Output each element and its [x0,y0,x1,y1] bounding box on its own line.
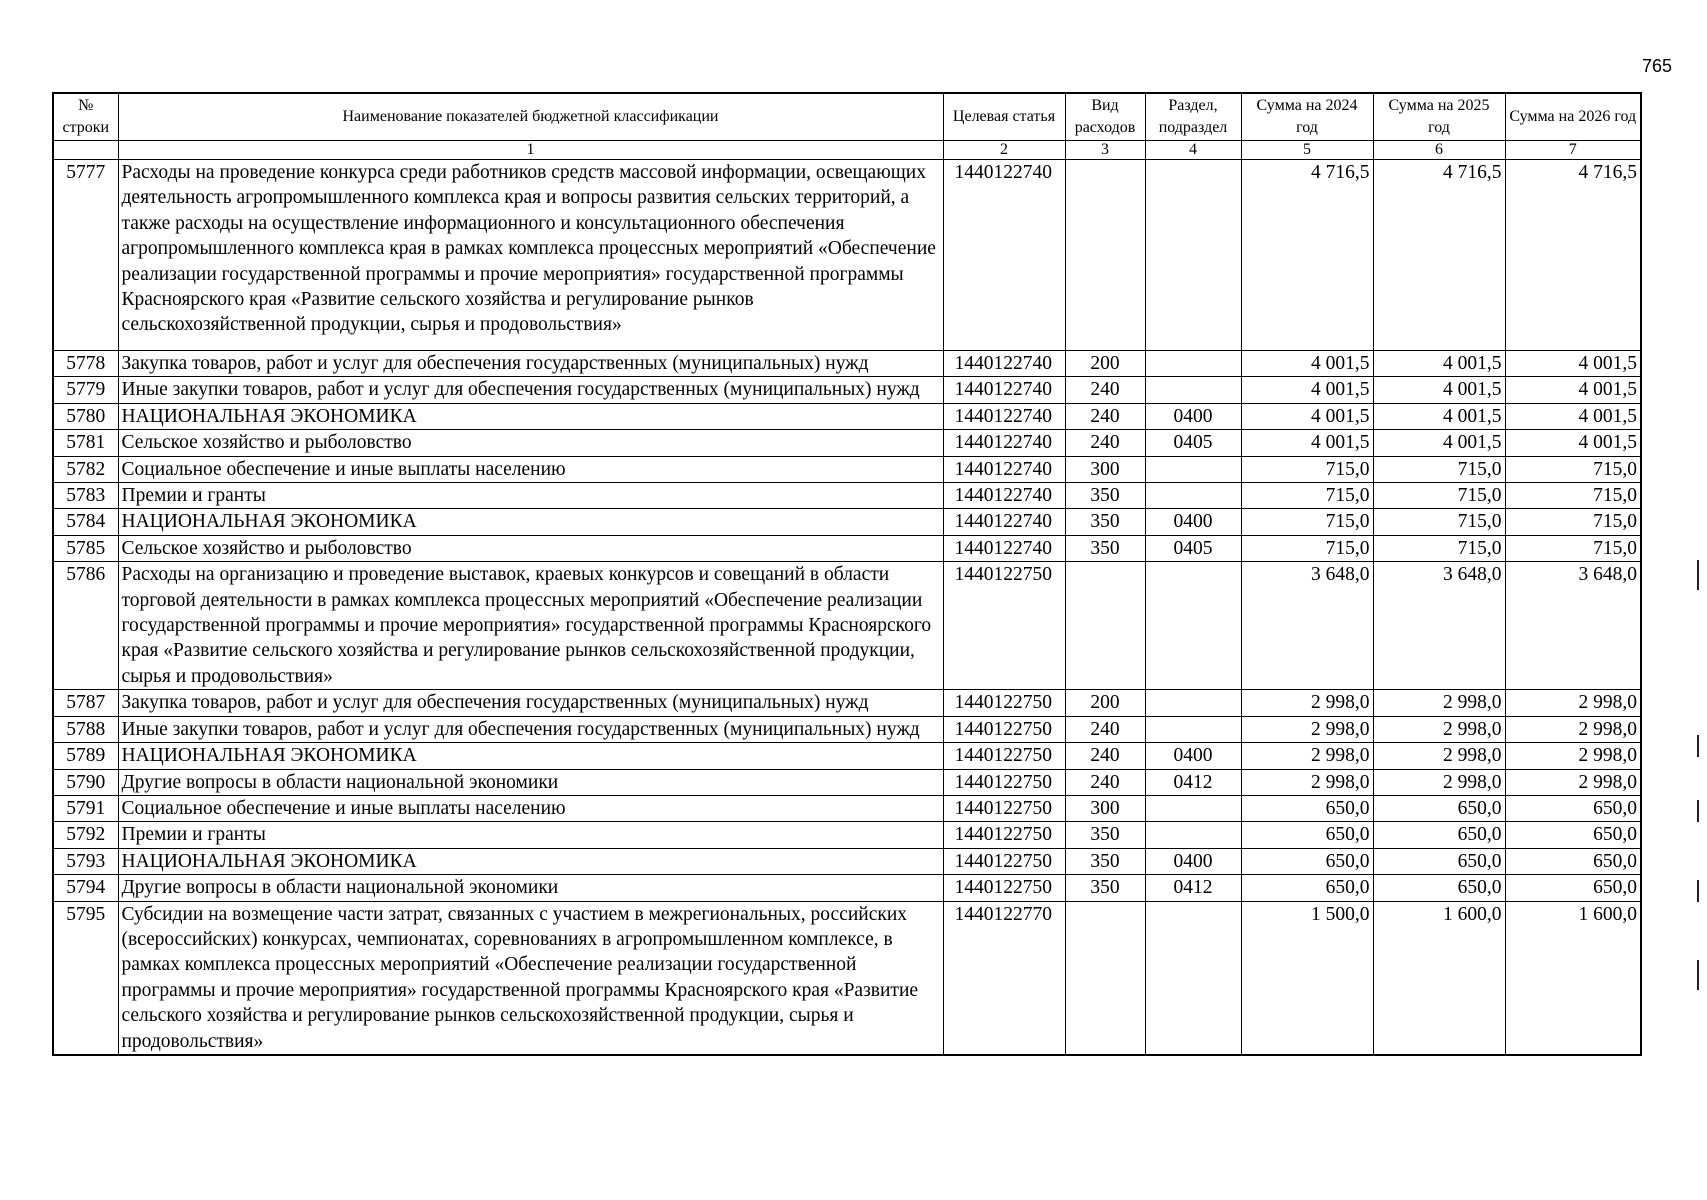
sum-2024: 715,0 [1241,535,1373,561]
section-code [1145,562,1241,690]
sum-2024: 650,0 [1241,822,1373,848]
column-number: 3 [1065,141,1145,160]
table-row [53,456,1641,482]
header-row-number: № строки [53,93,118,141]
sum-2026: 650,0 [1505,795,1641,821]
row-number: 5792 [53,822,118,848]
section-code [1145,456,1241,482]
sum-2026: 4 716,5 [1505,160,1641,351]
sum-2025: 4 001,5 [1373,351,1505,377]
section-code: 0412 [1145,875,1241,901]
expense-kind: 240 [1065,377,1145,403]
sum-2025: 3 648,0 [1373,562,1505,690]
row-number: 5786 [53,562,118,690]
row-name: Расходы на организацию и проведение выставок, краевых конкурсов и совещаний в области торговой деятельности в рамках комплекса процессных мероприятий «Обеспечение реализации государственной программы и прочие мероприятия» государственной программы Красноярского края «Развитие сельского хозяйства и регулирование рынков сельскохозяйственной продукции, сырья и продовольствия» [118,562,943,690]
row-name: Иные закупки товаров, работ и услуг для обеспечения государственных (муниципальных) нужд [118,716,943,742]
sum-2025: 650,0 [1373,822,1505,848]
header-name: Наименование показателей бюджетной классификации [118,93,943,141]
row-name: Субсидии на возмещение части затрат, связанных с участием в межрегиональных, российских (всероссийских) конкурсах, чемпионатах, соревнованиях в агропромышленном комплексе, в рамках комплекса процессных мероприятий «Обеспечение реализации государственной программы и прочие мероприятия» государственной программы Красноярского края «Развитие сельского хозяйства и регулирование рынков сельскохозяйственной продукции, сырья и продовольствия» [118,901,943,1055]
column-number: 5 [1241,141,1373,160]
sum-2025: 4 001,5 [1373,403,1505,429]
sum-2026: 650,0 [1505,848,1641,874]
scan-edge-mark [1697,960,1699,990]
sum-2025: 715,0 [1373,456,1505,482]
expense-kind: 240 [1065,743,1145,769]
sum-2026: 715,0 [1505,509,1641,535]
sum-2026: 2 998,0 [1505,690,1641,716]
sum-2025: 4 001,5 [1373,377,1505,403]
expense-kind [1065,562,1145,690]
expense-kind: 350 [1065,535,1145,561]
column-number: 2 [943,141,1065,160]
sum-2024: 4 001,5 [1241,351,1373,377]
row-name: Другие вопросы в области национальной экономики [118,875,943,901]
row-number: 5782 [53,456,118,482]
row-name: Социальное обеспечение и иные выплаты населению [118,795,943,821]
row-name: Другие вопросы в области национальной экономики [118,769,943,795]
table-row [53,351,1641,377]
row-name: Закупка товаров, работ и услуг для обеспечения государственных (муниципальных) нужд [118,351,943,377]
row-name: Сельское хозяйство и рыболовство [118,430,943,456]
expense-kind: 240 [1065,716,1145,742]
section-code [1145,822,1241,848]
sum-2024: 650,0 [1241,795,1373,821]
target-article: 1440122750 [943,822,1065,848]
row-name: НАЦИОНАЛЬНАЯ ЭКОНОМИКА [118,848,943,874]
sum-2024: 2 998,0 [1241,769,1373,795]
sum-2026: 2 998,0 [1505,716,1641,742]
sum-2024: 715,0 [1241,456,1373,482]
sum-2025: 2 998,0 [1373,690,1505,716]
table-row [53,403,1641,429]
section-code: 0405 [1145,535,1241,561]
target-article: 1440122740 [943,160,1065,351]
table-row [53,875,1641,901]
table-row [53,160,1641,351]
sum-2024: 1 500,0 [1241,901,1373,1055]
sum-2026: 715,0 [1505,535,1641,561]
sum-2026: 2 998,0 [1505,743,1641,769]
sum-2024: 650,0 [1241,848,1373,874]
section-code [1145,795,1241,821]
header-sum-2025: Сумма на 2025 год [1373,93,1505,141]
column-number [53,141,118,160]
sum-2024: 4 001,5 [1241,403,1373,429]
target-article: 1440122750 [943,562,1065,690]
sum-2025: 1 600,0 [1373,901,1505,1055]
target-article: 1440122740 [943,403,1065,429]
row-name: НАЦИОНАЛЬНАЯ ЭКОНОМИКА [118,509,943,535]
sum-2026: 3 648,0 [1505,562,1641,690]
scan-edge-mark [1697,735,1699,757]
row-number: 5777 [53,160,118,351]
section-code: 0412 [1145,769,1241,795]
sum-2024: 3 648,0 [1241,562,1373,690]
table-row [53,535,1641,561]
sum-2025: 2 998,0 [1373,743,1505,769]
target-article: 1440122740 [943,483,1065,509]
sum-2026: 715,0 [1505,483,1641,509]
section-code [1145,160,1241,351]
table-row [53,562,1641,690]
target-article: 1440122750 [943,769,1065,795]
target-article: 1440122750 [943,743,1065,769]
target-article: 1440122770 [943,901,1065,1055]
section-code: 0400 [1145,743,1241,769]
target-article: 1440122750 [943,716,1065,742]
header-expense-kind: Вид расходов [1065,93,1145,141]
expense-kind: 200 [1065,690,1145,716]
sum-2025: 650,0 [1373,848,1505,874]
row-name: Расходы на проведение конкурса среди работников средств массовой информации, освещающих деятельность агропромышленного комплекса края и вопросы развития сельских территорий, а также расходы на осуществление информационного и консультационного обеспечения агропромышленного комплекса края в рамках комплекса процессных мероприятий «Обеспечение реализации государственной программы и прочие мероприятия» государственной программы Красноярского края «Развитие сельского хозяйства и регулирование рынков сельскохозяйственной продукции, сырья и продовольствия» [118,160,943,351]
section-code [1145,901,1241,1055]
row-number: 5780 [53,403,118,429]
row-number: 5794 [53,875,118,901]
budget-table [52,92,1642,1056]
row-name: НАЦИОНАЛЬНАЯ ЭКОНОМИКА [118,743,943,769]
row-number: 5790 [53,769,118,795]
row-number: 5781 [53,430,118,456]
target-article: 1440122740 [943,535,1065,561]
sum-2024: 715,0 [1241,509,1373,535]
table-body [53,160,1641,1055]
table-row [53,769,1641,795]
row-name: Иные закупки товаров, работ и услуг для обеспечения государственных (муниципальных) нужд [118,377,943,403]
sum-2024: 715,0 [1241,483,1373,509]
table-row [53,716,1641,742]
expense-kind: 350 [1065,509,1145,535]
row-number: 5795 [53,901,118,1055]
target-article: 1440122740 [943,456,1065,482]
sum-2024: 2 998,0 [1241,716,1373,742]
expense-kind: 350 [1065,875,1145,901]
sum-2024: 4 716,5 [1241,160,1373,351]
scan-edge-mark [1697,560,1699,590]
header-sum-2026: Сумма на 2026 год [1505,93,1641,141]
sum-2025: 4 001,5 [1373,430,1505,456]
sum-2026: 715,0 [1505,456,1641,482]
sum-2025: 650,0 [1373,795,1505,821]
sum-2026: 4 001,5 [1505,430,1641,456]
scan-edge-mark [1697,880,1699,902]
sum-2024: 4 001,5 [1241,430,1373,456]
scan-edge-mark [1697,800,1699,822]
row-number: 5791 [53,795,118,821]
expense-kind: 350 [1065,822,1145,848]
sum-2026: 2 998,0 [1505,769,1641,795]
target-article: 1440122750 [943,848,1065,874]
row-number: 5778 [53,351,118,377]
row-number: 5784 [53,509,118,535]
sum-2026: 650,0 [1505,822,1641,848]
sum-2025: 715,0 [1373,535,1505,561]
sum-2026: 4 001,5 [1505,403,1641,429]
sum-2026: 650,0 [1505,875,1641,901]
section-code: 0400 [1145,848,1241,874]
row-name: Премии и гранты [118,483,943,509]
expense-kind: 350 [1065,483,1145,509]
sum-2024: 650,0 [1241,875,1373,901]
table-row [53,901,1641,1055]
column-number: 4 [1145,141,1241,160]
row-number: 5789 [53,743,118,769]
header-section: Раздел, подраздел [1145,93,1241,141]
row-number: 5787 [53,690,118,716]
target-article: 1440122750 [943,690,1065,716]
table-row [53,743,1641,769]
table-row [53,822,1641,848]
table-row [53,848,1641,874]
row-number: 5793 [53,848,118,874]
row-name: НАЦИОНАЛЬНАЯ ЭКОНОМИКА [118,403,943,429]
sum-2025: 2 998,0 [1373,769,1505,795]
expense-kind: 300 [1065,456,1145,482]
row-name: Закупка товаров, работ и услуг для обеспечения государственных (муниципальных) нужд [118,690,943,716]
row-number: 5788 [53,716,118,742]
target-article: 1440122740 [943,351,1065,377]
table-row [53,795,1641,821]
row-number: 5783 [53,483,118,509]
target-article: 1440122750 [943,875,1065,901]
table-row [53,509,1641,535]
sum-2024: 2 998,0 [1241,690,1373,716]
header-sum-2024: Сумма на 2024 год [1241,93,1373,141]
sum-2026: 4 001,5 [1505,377,1641,403]
section-code [1145,716,1241,742]
sum-2025: 4 716,5 [1373,160,1505,351]
expense-kind: 240 [1065,403,1145,429]
target-article: 1440122740 [943,377,1065,403]
table-row [53,377,1641,403]
expense-kind: 200 [1065,351,1145,377]
column-number: 1 [118,141,943,160]
expense-kind [1065,901,1145,1055]
sum-2025: 650,0 [1373,875,1505,901]
section-code [1145,690,1241,716]
sum-2026: 4 001,5 [1505,351,1641,377]
section-code [1145,377,1241,403]
section-code: 0405 [1145,430,1241,456]
table-row [53,690,1641,716]
column-number: 7 [1505,141,1641,160]
table-row [53,430,1641,456]
expense-kind: 240 [1065,430,1145,456]
sum-2026: 1 600,0 [1505,901,1641,1055]
target-article: 1440122740 [943,430,1065,456]
expense-kind [1065,160,1145,351]
section-code [1145,351,1241,377]
row-name: Премии и гранты [118,822,943,848]
target-article: 1440122740 [943,509,1065,535]
sum-2024: 2 998,0 [1241,743,1373,769]
row-name: Сельское хозяйство и рыболовство [118,535,943,561]
row-number: 5779 [53,377,118,403]
header-target-article: Целевая статья [943,93,1065,141]
section-code: 0400 [1145,509,1241,535]
section-code [1145,483,1241,509]
sum-2024: 4 001,5 [1241,377,1373,403]
row-number: 5785 [53,535,118,561]
row-name: Социальное обеспечение и иные выплаты населению [118,456,943,482]
expense-kind: 350 [1065,848,1145,874]
column-number: 6 [1373,141,1505,160]
table-row [53,483,1641,509]
sum-2025: 2 998,0 [1373,716,1505,742]
expense-kind: 240 [1065,769,1145,795]
section-code: 0400 [1145,403,1241,429]
expense-kind: 300 [1065,795,1145,821]
sum-2025: 715,0 [1373,483,1505,509]
target-article: 1440122750 [943,795,1065,821]
page-number: 765 [1641,56,1672,76]
sum-2025: 715,0 [1373,509,1505,535]
